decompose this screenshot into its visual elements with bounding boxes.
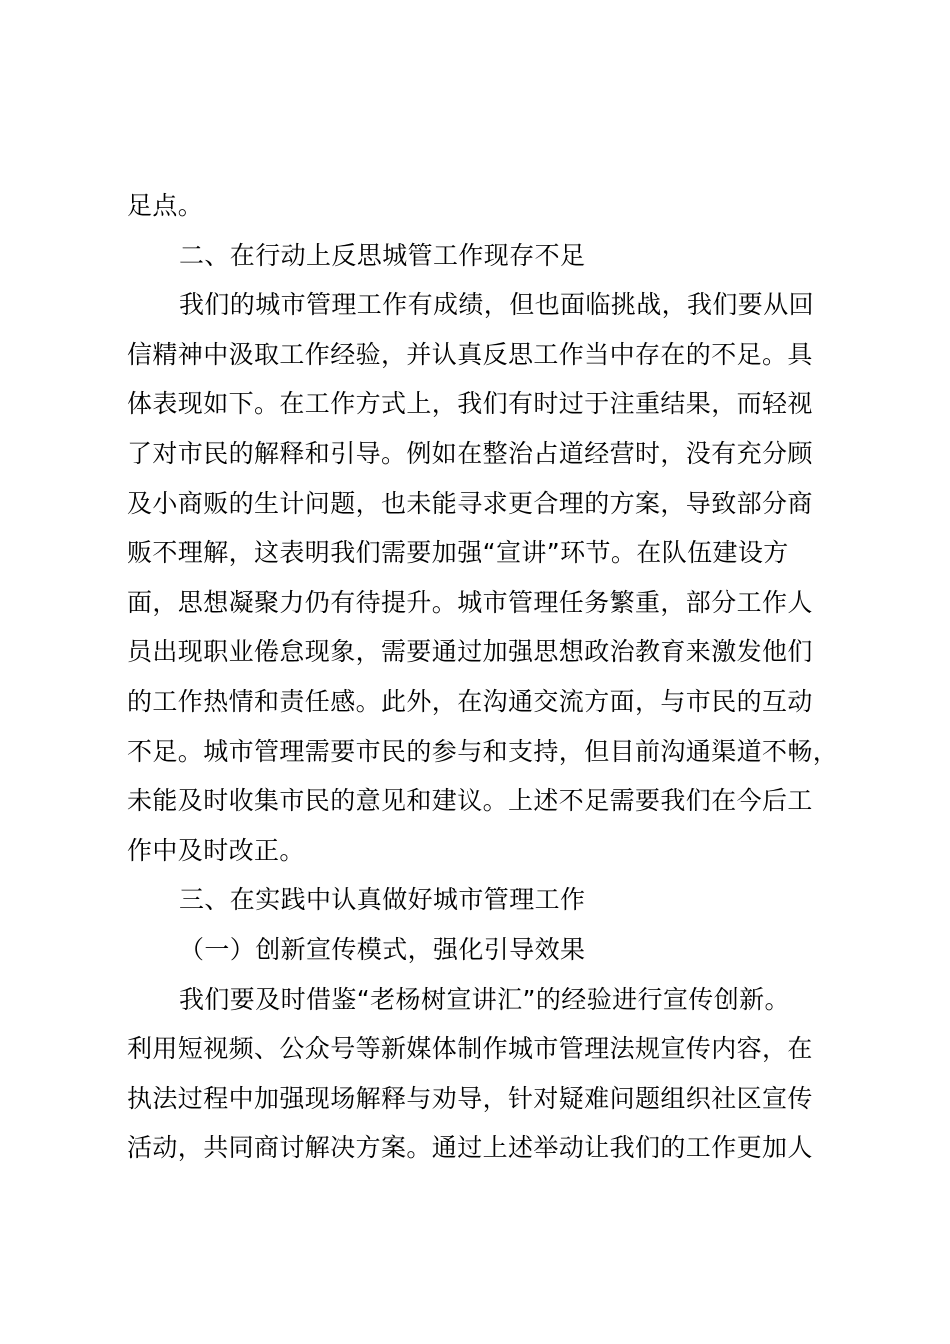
text-line: 面，思想凝聚力仍有待提升。城市管理任务繁重，部分工作人: [127, 587, 813, 617]
text-line: 贩不理解，这表明我们需要加强“宣讲”环节。在队伍建设方: [127, 538, 789, 568]
text-line: 的工作热情和责任感。此外，在沟通交流方面，与市民的互动: [127, 686, 813, 716]
text-line: 了对市民的解释和引导。例如在整治占道经营时，没有充分顾: [127, 438, 813, 468]
subsection-heading: （一）创新宣传模式，强化引导效果: [179, 934, 586, 964]
section-heading: 三、在实践中认真做好城市管理工作: [179, 885, 586, 915]
text-line: 及小商贩的生计问题，也未能寻求更合理的方案，导致部分商: [127, 488, 813, 518]
text-line: 员出现职业倦怠现象，需要通过加强思想政治教育来激发他们: [127, 637, 813, 667]
text-line: 体表现如下。在工作方式上，我们有时过于注重结果，而轻视: [127, 389, 813, 419]
text-line: 活动，共同商讨解决方案。通过上述举动让我们的工作更加人: [127, 1133, 813, 1163]
text-line: 未能及时收集市民的意见和建议。上述不足需要我们在今后工: [127, 786, 813, 816]
text-line: 作中及时改正。: [127, 835, 305, 865]
text-line: 我们的城市管理工作有成绩，但也面临挑战，我们要从回: [179, 290, 815, 320]
document-body: [127, 181, 847, 1173]
text-line: 信精神中汲取工作经验，并认真反思工作当中存在的不足。具: [127, 339, 813, 369]
text-line: 我们要及时借鉴“老杨树宣讲汇”的经验进行宣传创新。: [179, 984, 790, 1014]
text-line: 利用短视频、公众号等新媒体制作城市管理法规宣传内容，在: [127, 1034, 813, 1064]
text-line: 执法过程中加强现场解释与劝导，针对疑难问题组织社区宣传: [127, 1083, 813, 1113]
section-heading: 二、在行动上反思城管工作现存不足: [179, 240, 586, 270]
text-line: 足点。: [127, 191, 204, 220]
text-line: 不足。城市管理需要市民的参与和支持，但目前沟通渠道不畅，: [127, 736, 839, 766]
